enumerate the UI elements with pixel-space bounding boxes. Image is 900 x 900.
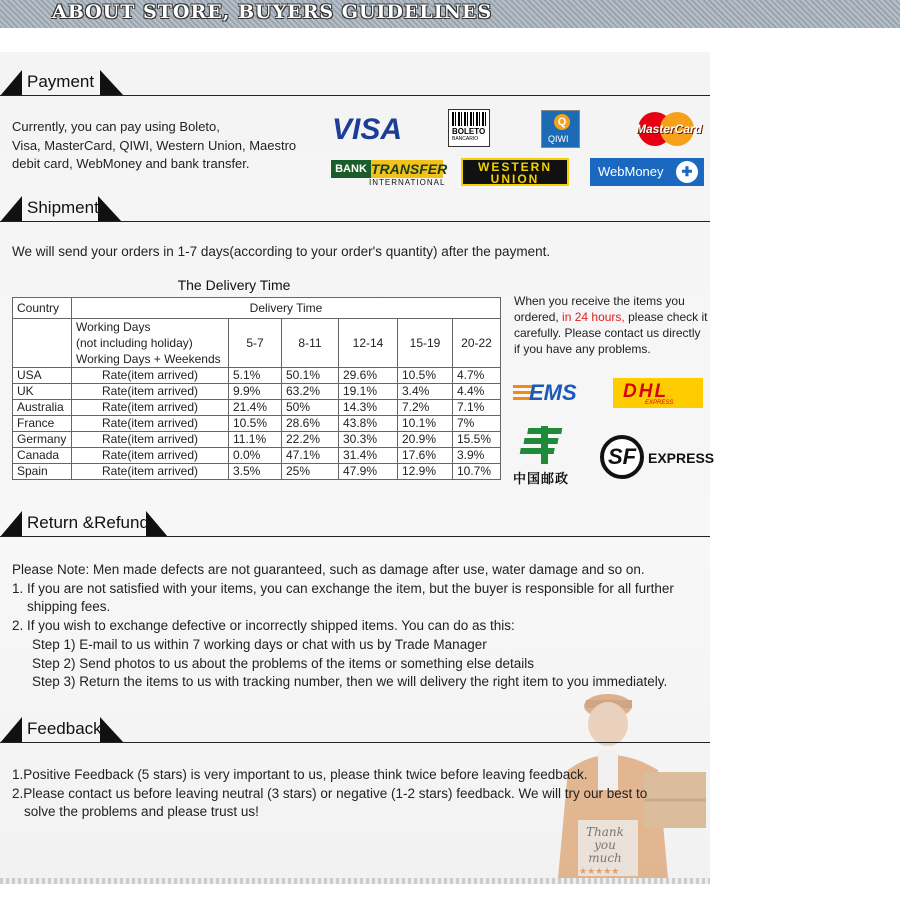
country-cell: Germany (13, 432, 72, 448)
rate-cell: 17.6% (398, 448, 453, 464)
rate-cell: 11.1% (229, 432, 282, 448)
rate-label-cell: Rate(item arrived) (72, 448, 229, 464)
table-row (13, 400, 501, 416)
bottom-divider (0, 878, 710, 884)
payment-text (12, 118, 312, 174)
banner-title: ABOUT STORE, BUYERS GUIDELINES (52, 1, 493, 23)
return-step: Step 3) Return the items to us with tracking number, then we will delivery the right item to you immediately. (32, 674, 668, 690)
return-step: Step 2) Send photos to us about the problems of the items or something else details (32, 655, 535, 671)
rate-cell: 20.9% (398, 432, 453, 448)
return-line: 1. If you are not satisfied with your items, you can exchange the item, but the buyer is responsible for all further (12, 580, 674, 596)
rate-cell: 14.3% (339, 400, 398, 416)
boleto-sublabel: BANCARIO (452, 136, 479, 142)
thanks-word: much (588, 851, 622, 865)
country-cell: Canada (13, 448, 72, 464)
rate-cell: 10.5% (398, 368, 453, 384)
ems-label: EMS (529, 380, 577, 405)
international-label: INTERNATIONAL (369, 178, 446, 187)
rate-cell: 7.2% (398, 400, 453, 416)
table-row (13, 448, 501, 464)
rate-cell: 10.1% (398, 416, 453, 432)
rate-cell: 25% (282, 464, 339, 480)
thank-you-note (583, 826, 627, 865)
country-cell: Australia (13, 400, 72, 416)
rate-cell: 7.1% (453, 400, 501, 416)
return-line: shipping fees. (27, 599, 111, 615)
rate-cell: 19.1% (339, 384, 398, 400)
rate-cell: 63.2% (282, 384, 339, 400)
return-step: Step 1) E-mail to us within 7 working days or chat with us by Trade Manager (32, 636, 487, 652)
payment-heading (0, 68, 130, 96)
rate-cell: 30.3% (339, 432, 398, 448)
rate-cell: 15.5% (453, 432, 501, 448)
bank-label: BANK (331, 160, 371, 178)
feedback-line: 1.Positive Feedback (5 stars) is very important to us, please think twice before leaving feedback. (12, 767, 588, 782)
working-days-line: Working Days (76, 320, 151, 334)
rate-cell: 29.6% (339, 368, 398, 384)
rate-cell: 5.1% (229, 368, 282, 384)
rate-cell: 3.4% (398, 384, 453, 400)
rate-cell: 4.7% (453, 368, 501, 384)
rate-label-cell: Rate(item arrived) (72, 400, 229, 416)
country-cell: France (13, 416, 72, 432)
range-header: 8-11 (282, 319, 339, 368)
banner (0, 0, 900, 28)
table-row (13, 464, 501, 480)
boleto-label: BOLETO (452, 127, 486, 136)
china-post-emblem-icon (513, 424, 579, 468)
table-row (13, 416, 501, 432)
sf-express-label: EXPRESS (648, 450, 715, 466)
dhl-express-label: EXPRESS (645, 400, 674, 406)
return-line: Please Note: Men made defects are not guaranteed, such as damage after use, water damage and so on. (12, 562, 645, 577)
return-text (12, 561, 708, 692)
delivery-table-title: The Delivery Time (177, 277, 291, 293)
empty-cell (13, 319, 72, 368)
feedback-text (12, 766, 708, 822)
rate-cell: 47.1% (282, 448, 339, 464)
mastercard-label: MasterCard (636, 122, 703, 136)
boleto-logo (448, 109, 490, 147)
country-cell: Spain (13, 464, 72, 480)
union-label: UNION (490, 172, 540, 186)
note-text: When you receive the items you ordered, (514, 294, 685, 324)
country-cell: UK (13, 384, 72, 400)
feedback-heading (0, 715, 130, 743)
range-header: 5-7 (229, 319, 282, 368)
working-days-cell (72, 319, 229, 368)
qiwi-label: QIWI (548, 134, 569, 144)
range-header: 15-19 (398, 319, 453, 368)
rate-cell: 0.0% (229, 448, 282, 464)
rate-cell: 21.4% (229, 400, 282, 416)
dhl-label: DHL (623, 381, 669, 402)
return-heading-label: Return &Refund (27, 513, 149, 532)
rate-label-cell: Rate(item arrived) (72, 368, 229, 384)
barcode-icon (452, 112, 486, 126)
sf-circle-icon: SF (600, 435, 644, 479)
sf-express-logo (600, 435, 715, 483)
table-row (13, 432, 501, 448)
webmoney-logo (590, 158, 704, 186)
rate-cell: 43.8% (339, 416, 398, 432)
shipment-rule (0, 221, 710, 222)
western-label: WESTERN (478, 160, 552, 174)
shipment-heading (0, 194, 130, 222)
rate-label-cell: Rate(item arrived) (72, 432, 229, 448)
thanks-word: Thank (586, 825, 624, 839)
rate-cell: 9.9% (229, 384, 282, 400)
shipment-intro: We will send your orders in 1-7 days(according to your order's quantity) after the payment. (12, 244, 551, 259)
thanks-word: you (594, 838, 616, 852)
rate-cell: 50.1% (282, 368, 339, 384)
payment-rule (0, 95, 710, 96)
country-header: Country (13, 298, 72, 319)
rate-cell: 10.7% (453, 464, 501, 480)
feedback-heading-label: Feedback (27, 719, 102, 738)
shipment-heading-label: Shipment (27, 198, 99, 217)
webmoney-label: WebMoney (598, 164, 664, 179)
rate-cell: 28.6% (282, 416, 339, 432)
range-header: 12-14 (339, 319, 398, 368)
dhl-logo (613, 378, 703, 408)
qiwi-icon: Q (554, 114, 570, 130)
feedback-rule (0, 742, 710, 743)
qiwi-logo (541, 110, 580, 148)
rate-cell: 31.4% (339, 448, 398, 464)
rate-cell: 22.2% (282, 432, 339, 448)
bank-transfer-logo (331, 160, 448, 187)
rate-cell: 4.4% (453, 384, 501, 400)
western-union-label (463, 161, 567, 185)
rate-cell: 3.9% (453, 448, 501, 464)
inspection-note (514, 293, 709, 357)
payment-line: Visa, MasterCard, QIWI, Western Union, Maestro (12, 137, 297, 153)
mastercard-logo (634, 110, 703, 148)
ems-logo (513, 380, 585, 406)
table-row (13, 368, 501, 384)
payment-line: Currently, you can pay using Boleto, (12, 119, 220, 134)
range-header: 20-22 (453, 319, 501, 368)
payment-heading-label: Payment (27, 72, 95, 91)
table-row (13, 384, 501, 400)
note-text: please check it carefully. Please contact us directly if you have any problems. (514, 310, 708, 356)
delivery-time-header: Delivery Time (72, 298, 501, 319)
rate-label-cell: Rate(item arrived) (72, 464, 229, 480)
transfer-label: TRANSFER (371, 161, 448, 177)
western-union-logo (461, 158, 569, 186)
working-days-line: Working Days + Weekends (76, 352, 221, 366)
rate-cell: 47.9% (339, 464, 398, 480)
return-rule (0, 536, 710, 537)
rate-label-cell: Rate(item arrived) (72, 416, 229, 432)
rate-cell: 10.5% (229, 416, 282, 432)
return-heading (0, 509, 170, 537)
return-line: 2. If you wish to exchange defective or incorrectly shipped items. You can do as this: (12, 618, 515, 634)
visa-logo: VISA (332, 113, 403, 146)
country-cell: USA (13, 368, 72, 384)
note-highlight: in 24 hours, (562, 310, 625, 324)
delivery-table (12, 297, 501, 480)
rate-cell: 12.9% (398, 464, 453, 480)
working-days-line: (not including holiday) (76, 336, 193, 350)
feedback-line: 2.Please contact us before leaving neutral (3 stars) or negative (1-2 stars) feedback. We will try our best to (12, 785, 648, 801)
china-post-logo (513, 424, 579, 484)
feedback-line: solve the problems and please trust us! (24, 804, 259, 820)
rate-cell: 3.5% (229, 464, 282, 480)
rate-cell: 7% (453, 416, 501, 432)
payment-line: debit card, WebMoney and bank transfer. (12, 156, 250, 171)
webmoney-globe-icon: ✚ (676, 161, 698, 183)
rate-cell: 50% (282, 400, 339, 416)
china-post-label: 中国邮政 (513, 471, 570, 486)
rate-label-cell: Rate(item arrived) (72, 384, 229, 400)
rating-stars-icon: ★★★★★ (579, 866, 620, 876)
